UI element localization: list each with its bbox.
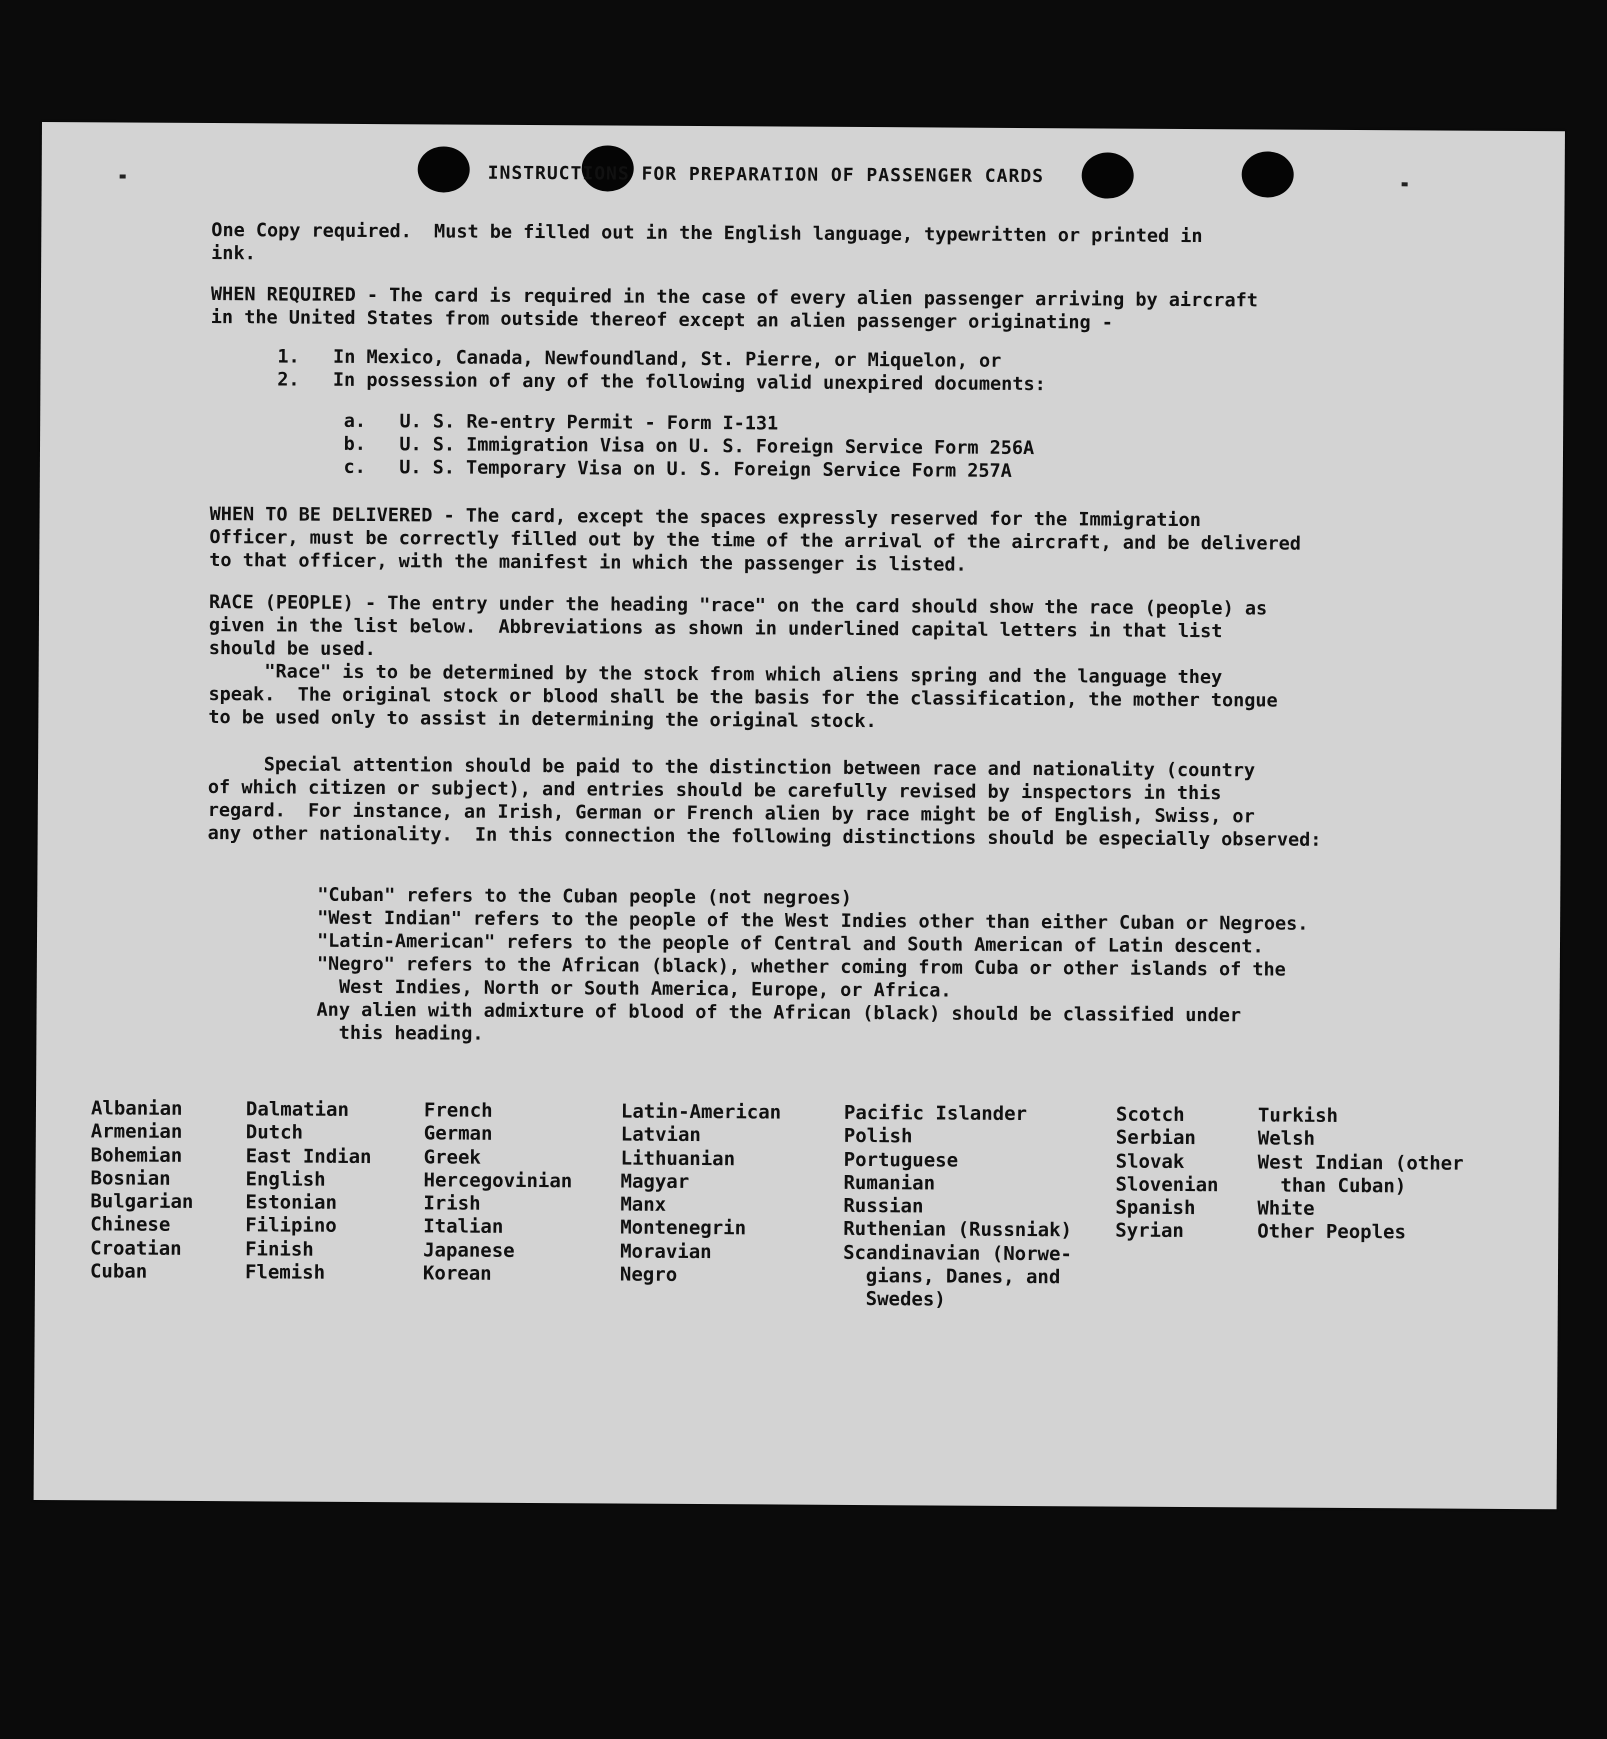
numbered-list: 1. In Mexico, Canada, Newfoundland, St. Pierre, or Miquelon, or 2. In possession of any of the following valid unexpired documents:	[210, 346, 1046, 396]
punch-hole	[1082, 152, 1134, 198]
special-attention: Special attention should be paid to the distinction between race and nationality (country of which citizen or subject), and entries should be carefully revised by inspectors in this regard. For instance, an Irish, German or French alien by race might be of English, Swiss, or any other nationality. In this connection the following distinctions should be especially observed:	[207, 754, 1322, 851]
race-list-column-2: Dalmatian Dutch East Indian English Estonian Filipino Finish Flemish	[244, 1098, 372, 1284]
paper-mark	[120, 174, 126, 178]
punch-hole	[1242, 151, 1294, 197]
race-list-column-3: French German Greek Hercegovinian Irish Italian Japanese Korean	[422, 1099, 573, 1285]
race-intro: RACE (PEOPLE) - The entry under the heading "race" on the card should show the race (people) as given in the list below. Abbreviations as shown in underlined capital letters in that list should be used. "Race" is to be determined by the stock from which aliens spring and the language they speak. The original stock or blood shall be the basis for the classification, the mother tongue to be used only to assist in determining the original stock.	[208, 592, 1278, 733]
document-page	[34, 122, 1565, 1509]
race-list-column-6: Scotch Serbian Slovak Slovenian Spanish Syrian	[1115, 1103, 1219, 1243]
race-list-column-4: Latin-American Latvian Lithuanian Magyar Manx Montenegrin Moravian Negro	[619, 1100, 782, 1286]
documents-list: a. U. S. Re-entry Permit - Form I-131 b. U. S. Immigration Visa on U. S. Foreign Service Form 256A c. U. S. Temporary Visa on U. S. Foreign Service Form 257A	[209, 410, 1035, 482]
copy-requirement: One Copy required. Must be filled out in the English language, typewritten or printed in ink.	[211, 220, 1203, 265]
punch-hole	[418, 146, 470, 192]
race-list-column-7: Turkish Welsh West Indian (other than Cuban) White Other Peoples	[1257, 1104, 1464, 1244]
when-required: WHEN REQUIRED - The card is required in the case of every alien passenger arriving by aircraft in the United States from outside thereof except an alien passenger originating -	[210, 284, 1258, 334]
race-list-column-5: Pacific Islander Polish Portuguese Rumanian Russian Ruthenian (Russniak) Scandinavian (Norwe- gians, Danes, and Swedes)	[842, 1101, 1073, 1311]
race-list-column-1: Albanian Armenian Bohemian Bosnian Bulgarian Chinese Croatian Cuban	[89, 1097, 194, 1283]
when-delivered: WHEN TO BE DELIVERED - The card, except the spaces expressly reserved for the Immigration Officer, must be correctly filled out by the time of the arrival of the aircraft, and be delivered to that officer, with the manifest in which the passenger is listed.	[209, 504, 1302, 576]
distinctions-list: "Cuban" refers to the Cuban people (not negroes) "West Indian" refers to the people of the West Indies other than either Cuban or Negroes. "Latin-American" refers to the people of Central and South American of Latin descent. "Negro" refers to the African (black), whether coming from Cuba or other islands of the West Indies, North or South America, Europe, or Africa. Any alien with admixture of blood of the African (black) should be classified under this heading.	[316, 884, 1309, 1045]
page-title: INSTRUCTIONS FOR PREPARATION OF PASSENGER CARDS	[487, 162, 1045, 188]
paper-mark	[1402, 182, 1408, 186]
